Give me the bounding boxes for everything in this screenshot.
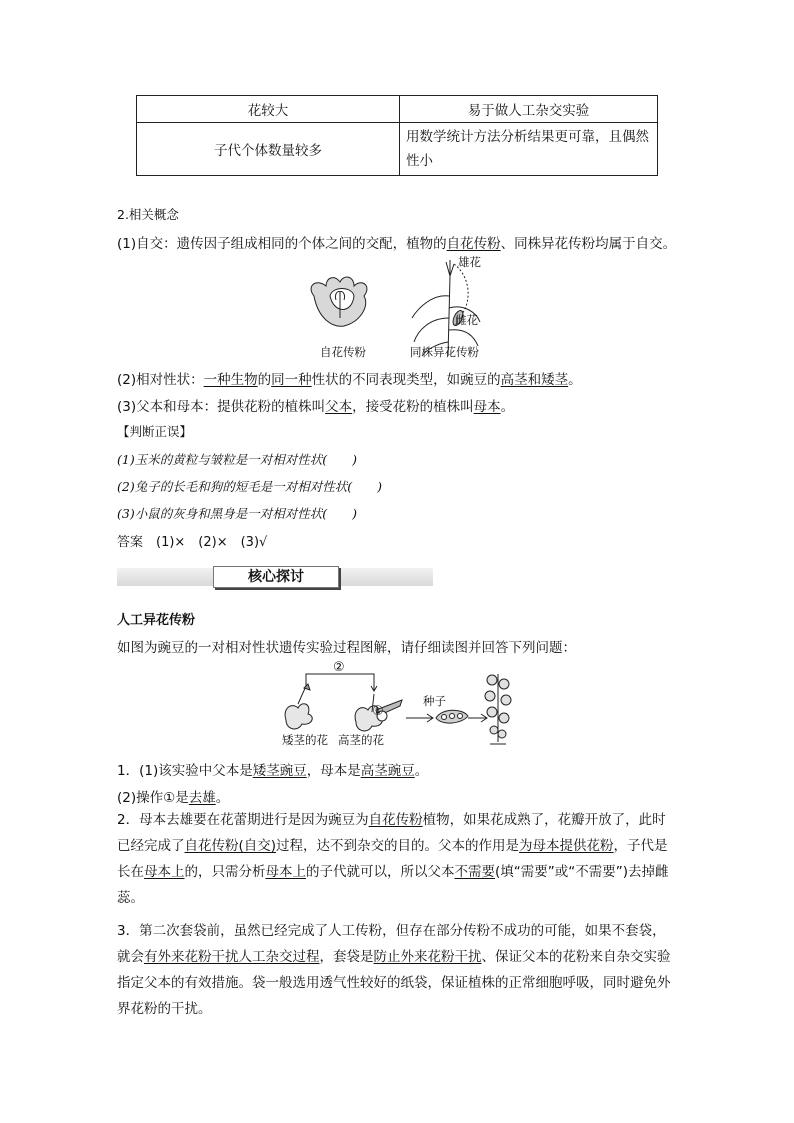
text: 2．母本去雄要在花蕾期进行是因为豌豆为 — [117, 812, 369, 828]
underlined-answer: 高茎和矮茎 — [500, 372, 569, 388]
parents-definition — [117, 395, 514, 415]
text: 、保证父本的花粉来自杂交实验指定父本的有效措施。袋一般选用透气性较好的纸袋，保证植株的正常细胞呼吸，同时避免外界花粉的干扰。 — [117, 949, 671, 1017]
traits-table — [136, 95, 658, 176]
tall-flower-caption: 高茎的花 — [338, 733, 384, 747]
section-intro: 如图为豌豆的一对相对性状遗传实验过程图解，请仔细读图并回答下列问题： — [117, 640, 576, 656]
text: 。 — [568, 372, 582, 388]
underlined-answer: 高茎豌豆 — [360, 763, 415, 779]
step-2-label: ② — [333, 660, 345, 675]
text: 性状的不同表现类型，如豌豆的 — [311, 372, 501, 388]
text: 过程，达不到杂交的目的。父本的作用是 — [276, 838, 520, 854]
underlined-answer: 一种生物 — [203, 372, 258, 388]
section-banner — [117, 568, 433, 586]
text: (填“需要”或“不需要”)去掉雌蕊。 — [117, 864, 669, 906]
text: 1．(1)该实验中父本是 — [117, 763, 253, 779]
section-title: 人工异花传粉 — [117, 613, 196, 628]
text: ，母本是 — [306, 763, 361, 779]
judge-item: (1)玉米的黄粒与皱粒是一对相对性状( ) — [117, 452, 357, 467]
pea-pod-icon — [436, 710, 468, 723]
text: 的，只需分析 — [184, 864, 266, 880]
text: (2)相对性状： — [117, 372, 204, 388]
relative-trait-definition — [117, 368, 582, 388]
hybridization-figure — [272, 660, 522, 750]
table-row — [137, 96, 658, 123]
self-pollination-flower-icon — [311, 277, 367, 326]
text: 、同株异花传粉均属于自交。 — [500, 236, 677, 252]
text: (3)父本和母本：提供花粉的植株叫 — [117, 399, 326, 415]
underlined-answer: 父本 — [325, 399, 353, 415]
self-pollination-caption: 自花传粉 — [320, 345, 366, 359]
text: 。 — [215, 790, 230, 806]
text: 的子代就可以，所以父本 — [306, 864, 455, 880]
underlined-answer: 母本 — [473, 399, 501, 415]
underlined-answer: 母本上 — [144, 864, 185, 880]
judge-item: (3)小鼠的灰身和黑身是一对相对性状( ) — [117, 506, 357, 521]
answer-3 — [117, 918, 677, 1022]
seed-label: 种子 — [423, 694, 446, 708]
step-1-label: ① — [372, 704, 384, 719]
table-cell: 用数学统计方法分析结果更可靠，且偶然性小 — [400, 123, 658, 176]
underlined-answer: 为母本提供花粉 — [519, 838, 614, 854]
concepts-heading: 2.相关概念 — [117, 207, 179, 222]
dwarf-flower-caption: 矮茎的花 — [282, 733, 328, 747]
underlined-answer: 不需要 — [454, 864, 495, 880]
text: (1)自交：遗传因子组成相同的个体之间的交配，植物的 — [117, 236, 447, 252]
underlined-answer: 矮茎豌豆 — [252, 763, 307, 779]
text: ，子代是长在 — [117, 838, 668, 880]
answer-1-2 — [117, 786, 229, 806]
text: 。 — [414, 763, 429, 779]
text: 3．第二次套袋前，虽然已经完成了人工传粉，但存在部分传粉不成功的可能，如果不套袋，就会 — [117, 923, 666, 965]
text: ，套袋是 — [319, 949, 374, 965]
underlined-answer: 自花传粉(自交) — [184, 838, 277, 854]
table-cell: 子代个体数量较多 — [137, 123, 400, 176]
answer-1-1 — [117, 759, 428, 779]
arrow — [406, 714, 433, 722]
table-cell: 易于做人工杂交实验 — [400, 96, 658, 123]
dwarf-flower-icon — [285, 684, 312, 729]
text: 。 — [500, 399, 515, 415]
underlined-answer: 防止外来花粉干扰 — [373, 949, 482, 965]
banner-title: 核心探讨 — [213, 566, 339, 588]
arrow — [468, 714, 487, 722]
underlined-answer: 母本上 — [265, 864, 306, 880]
pea-plant-icon — [485, 674, 511, 744]
text: 的 — [257, 372, 272, 388]
transfer-bracket — [306, 674, 374, 690]
judge-answer: 答案 (1)× (2)× (3)√ — [117, 535, 268, 550]
underlined-answer: 自花传粉 — [368, 812, 423, 828]
judge-item: (2)兔子的长毛和狗的短毛是一对相对性状( ) — [117, 479, 382, 494]
text: ，接受花粉的植株叫 — [352, 399, 474, 415]
judge-heading: 【判断正误】 — [117, 424, 193, 439]
text: 植物，如果花成熟了，花瓣开放了，此时已经完成了 — [117, 812, 666, 854]
text: (2)操作①是 — [117, 790, 189, 806]
underlined-answer: 同一种 — [271, 372, 312, 388]
self-cross-definition — [117, 232, 676, 252]
underlined-answer: 有外来花粉干扰人工杂交过程 — [144, 949, 320, 965]
table-cell: 花较大 — [137, 96, 400, 123]
same-plant-pollination-caption: 同株异花传粉 — [410, 345, 479, 359]
answer-2 — [117, 807, 677, 911]
pollination-figure — [300, 256, 500, 362]
table-row — [137, 123, 658, 176]
corn-plant-icon — [412, 260, 480, 356]
female-flower-label: 雌花 — [455, 313, 478, 327]
male-flower-label: 雄花 — [458, 255, 481, 269]
underlined-answer: 去雄 — [188, 790, 216, 806]
underlined-answer: 自花传粉 — [446, 236, 501, 252]
